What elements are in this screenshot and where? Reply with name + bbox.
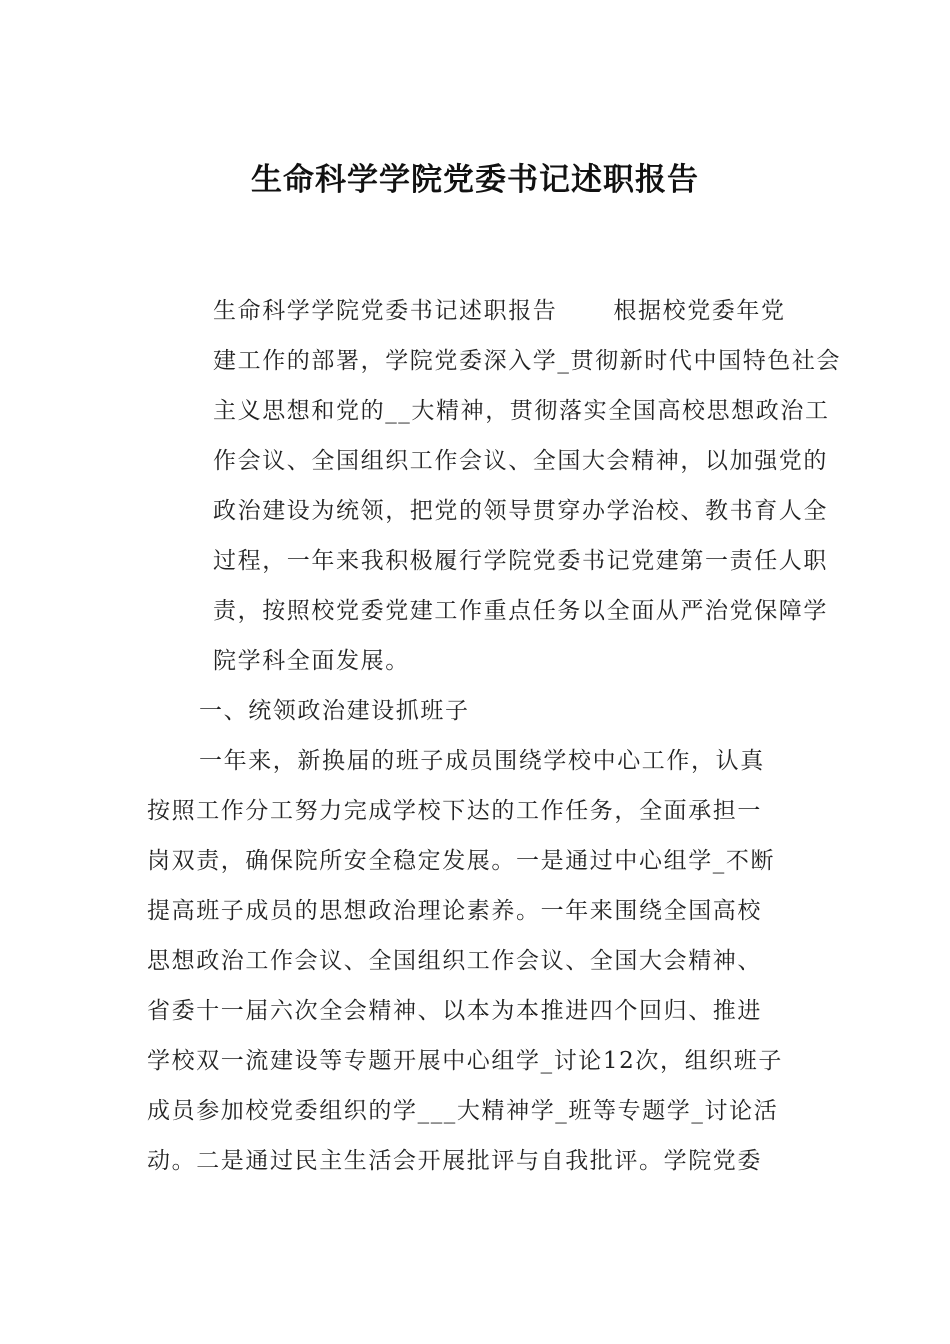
intro-line-1: 根据校党委年党 <box>613 298 786 324</box>
intro-line-7: 责，按照校党委党建工作重点任务以全面从严治党保障学 <box>213 598 828 624</box>
intro-line-4: 作会议、全国组织工作会议、全国大会精神，以加强党的 <box>213 448 828 474</box>
document-body <box>147 286 842 1186</box>
section-line-8: 成员参加校党委组织的学___大精神学_班等专题学_讨论活 <box>147 1098 779 1124</box>
section-heading: 一、统领政治建设抓班子 <box>199 698 470 724</box>
intro-line-6: 过程，一年来我积极履行学院党委书记党建第一责任人职 <box>213 548 828 574</box>
section-line-5: 思想政治工作会议、全国组织工作会议、全国大会精神、 <box>147 948 762 974</box>
intro-paragraph <box>147 286 842 686</box>
section-line-2: 按照工作分工努力完成学校下达的工作任务，全面承担一 <box>147 798 762 824</box>
document-title: 生命科学学院党委书记述职报告 <box>251 162 699 198</box>
intro-line-5: 政治建设为统领，把党的领导贯穿办学治校、教书育人全 <box>213 498 828 524</box>
intro-lead-title: 生命科学学院党委书记述职报告 <box>213 298 558 324</box>
section-line-7: 学校双一流建设等专题开展中心组学_讨论12次，组织班子 <box>147 1048 783 1074</box>
intro-line-8: 院学科全面发展。 <box>213 648 410 674</box>
intro-line-3: 主义思想和党的__大精神，贯彻落实全国高校思想政治工 <box>213 398 830 424</box>
intro-line-2: 建工作的部署，学院党委深入学_贯彻新时代中国特色社会 <box>213 348 842 374</box>
section-line-3: 岗双责，确保院所安全稳定发展。一是通过中心组学_不断 <box>147 848 776 874</box>
section-line-6: 省委十一届六次全会精神、以本为本推进四个回归、推进 <box>147 998 762 1024</box>
section-line-4: 提高班子成员的思想政治理论素养。一年来围绕全国高校 <box>147 898 762 924</box>
section-line-1: 一年来，新换届的班子成员围绕学校中心工作，认真 <box>199 748 765 774</box>
section-line-9: 动。二是通过民主生活会开展批评与自我批评。学院党委 <box>147 1148 762 1174</box>
section-paragraph <box>147 736 807 1186</box>
